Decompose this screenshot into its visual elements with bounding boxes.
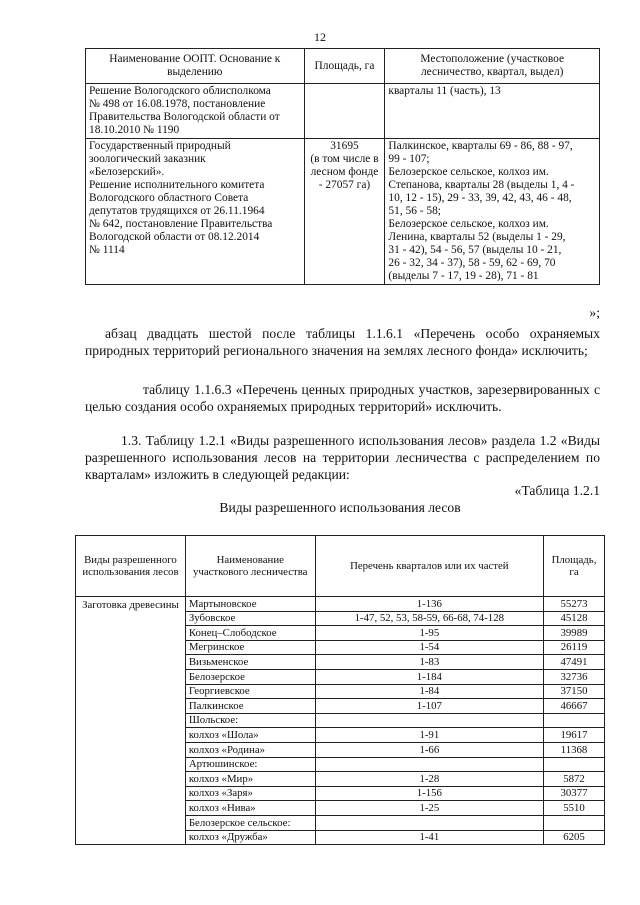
- cell-line: 18.10.2010 № 1190: [89, 124, 180, 136]
- cell-quarters: 1-184: [315, 669, 543, 684]
- cell-forestry: Палкинское: [185, 699, 315, 714]
- cell-line: Палкинское, кварталы 69 - 86, 88 - 97,: [388, 140, 573, 152]
- cell-line: депутатов трудящихся от 26.11.1964: [89, 205, 265, 217]
- cell-quarters: 1-47, 52, 53, 58-59, 66-68, 74-128: [315, 611, 543, 626]
- cell-line: Вологодской области от 08.12.2014: [89, 231, 260, 243]
- cell-quarters: 1-95: [315, 626, 543, 641]
- cell-quarters: 1-66: [315, 742, 543, 757]
- header-area: Площадь, га: [544, 536, 605, 597]
- cell-usage: Заготовка древесины: [76, 597, 186, 845]
- cell-quarters: [315, 757, 543, 772]
- cell-line: Правительства Вологодской области от: [89, 111, 280, 123]
- cell-area: 32736: [544, 669, 605, 684]
- cell-line: 10, 12 - 15), 29 - 33, 39, 42, 43, 46 - 48,: [388, 192, 572, 204]
- paragraph-2: таблицу 1.1.6.3 «Перечень ценных природных участков, зарезервированных с целью создания особо охраняемых природных территорий» исключить.: [85, 382, 600, 414]
- cell-line: № 1114: [89, 244, 125, 256]
- cell-forestry: колхоз «Родина»: [185, 742, 315, 757]
- cell-line: (выделы 7 - 17, 19 - 28), 71 - 81: [388, 270, 539, 282]
- permitted-use-table: [75, 535, 605, 845]
- page-number: 12: [314, 30, 326, 44]
- cell-area: 39989: [544, 626, 605, 641]
- cell-forestry: Визьменское: [185, 655, 315, 670]
- paragraph-3: 1.3. Таблицу 1.2.1 «Виды разрешенного использования лесов» раздела 1.2 «Виды разрешенного использования лесов на территории лесничества с распределением по кварталам» изложить в следующей редакции:: [85, 433, 600, 482]
- cell-forestry: Георгиевское: [185, 684, 315, 699]
- cell-quarters: 1-28: [315, 772, 543, 787]
- cell-line: № 498 от 16.08.1978, постановление: [89, 98, 266, 110]
- cell-line: Решение исполнительного комитета: [89, 179, 265, 191]
- cell-forestry: Конец–Слободское: [185, 626, 315, 641]
- cell-area: 6205: [544, 830, 605, 845]
- cell-line: Белозерское сельское, колхоз им.: [388, 218, 549, 230]
- cell-line: Ленина, кварталы 52 (выделы 1 - 29,: [388, 231, 566, 243]
- cell-line: Вологодского областного Совета: [89, 192, 249, 204]
- cell-quarters: 1-41: [315, 830, 543, 845]
- cell-forestry: Белозерское: [185, 669, 315, 684]
- cell-quarters: 1-107: [315, 699, 543, 714]
- cell-area: [304, 139, 385, 285]
- cell-area: [304, 84, 385, 139]
- header-forestry: Наименование участкового лесничества: [185, 536, 315, 597]
- cell-location: [385, 84, 600, 139]
- cell-area: 11368: [544, 742, 605, 757]
- cell-line: лесном фонде: [310, 166, 379, 178]
- cell-forestry: колхоз «Заря»: [185, 786, 315, 801]
- cell-forestry: Шольское:: [185, 713, 315, 728]
- table-row: [76, 597, 605, 612]
- header-area: Площадь, га: [304, 49, 385, 84]
- table-header-row: [86, 49, 600, 84]
- cell-area: [544, 757, 605, 772]
- cell-line: Решение Вологодского облисполкома: [89, 85, 271, 97]
- header-quarters: Перечень кварталов или их частей: [315, 536, 543, 597]
- cell-line: 99 - 107;: [388, 153, 430, 165]
- table-label: «Таблица 1.2.1: [514, 483, 600, 498]
- cell-area: 46667: [544, 699, 605, 714]
- cell-forestry: колхоз «Мир»: [185, 772, 315, 787]
- cell-forestry: Мегринское: [185, 640, 315, 655]
- table-caption: Виды разрешенного использования лесов: [219, 500, 461, 515]
- cell-line: 51, 56 - 58;: [388, 205, 441, 217]
- cell-quarters: 1-136: [315, 597, 543, 612]
- cell-area: 5872: [544, 772, 605, 787]
- cell-quarters: [315, 815, 543, 830]
- cell-line: № 642, постановление Правительства: [89, 218, 273, 230]
- cell-line: 31 - 42), 54 - 56, 57 (выделы 10 - 21,: [388, 244, 562, 256]
- cell-forestry: Белозерское сельское:: [185, 815, 315, 830]
- cell-area: 19617: [544, 728, 605, 743]
- cell-area: 5510: [544, 801, 605, 816]
- table-closing-quote: »;: [589, 305, 600, 320]
- cell-forestry: Артюшинское:: [185, 757, 315, 772]
- cell-line: Белозерское сельское, колхоз им.: [388, 166, 549, 178]
- cell-forestry: Зубовское: [185, 611, 315, 626]
- table-row: [86, 84, 600, 139]
- cell-line: кварталы 11 (часть), 13: [388, 85, 501, 97]
- cell-location: [385, 139, 600, 285]
- cell-area: 37150: [544, 684, 605, 699]
- protected-areas-table: [85, 48, 600, 285]
- cell-area: 30377: [544, 786, 605, 801]
- cell-line: 31695: [330, 140, 359, 152]
- cell-name: [86, 84, 305, 139]
- cell-quarters: 1-91: [315, 728, 543, 743]
- paragraph-1: абзац двадцать шестой после таблицы 1.1.6.1 «Перечень особо охраняемых природных территорий регионального значения на землях лесного фонда» исключить;: [85, 326, 600, 358]
- cell-line: (в том числе в: [310, 153, 379, 165]
- cell-line: зоологический заказник: [89, 153, 206, 165]
- table-header-row: [76, 536, 605, 597]
- cell-line: «Белозерский».: [89, 166, 165, 178]
- cell-forestry: колхоз «Дружба»: [185, 830, 315, 845]
- cell-forestry: колхоз «Шола»: [185, 728, 315, 743]
- header-name: Наименование ООПТ. Основание к выделению: [86, 49, 305, 84]
- cell-forestry: Мартыновское: [185, 597, 315, 612]
- table-row: [86, 139, 600, 285]
- header-usage: Виды разрешенного использования лесов: [76, 536, 186, 597]
- header-location: Местоположение (участковое лесничество, квартал, выдел): [385, 49, 600, 84]
- cell-name: [86, 139, 305, 285]
- cell-quarters: 1-25: [315, 801, 543, 816]
- cell-forestry: колхоз «Нива»: [185, 801, 315, 816]
- cell-line: - 27057 га): [318, 179, 371, 191]
- cell-quarters: 1-83: [315, 655, 543, 670]
- cell-area: [544, 713, 605, 728]
- cell-area: 47491: [544, 655, 605, 670]
- cell-line: 26 - 32, 34 - 37), 58 - 59, 62 - 69, 70: [388, 257, 556, 269]
- cell-area: 26119: [544, 640, 605, 655]
- cell-area: [544, 815, 605, 830]
- cell-line: [308, 85, 382, 98]
- cell-quarters: 1-156: [315, 786, 543, 801]
- cell-line: Государственный природный: [89, 140, 231, 152]
- cell-quarters: 1-54: [315, 640, 543, 655]
- cell-quarters: [315, 713, 543, 728]
- cell-quarters: 1-84: [315, 684, 543, 699]
- cell-area: 55273: [544, 597, 605, 612]
- cell-line: Степанова, кварталы 28 (выделы 1, 4 -: [388, 179, 575, 191]
- cell-area: 45128: [544, 611, 605, 626]
